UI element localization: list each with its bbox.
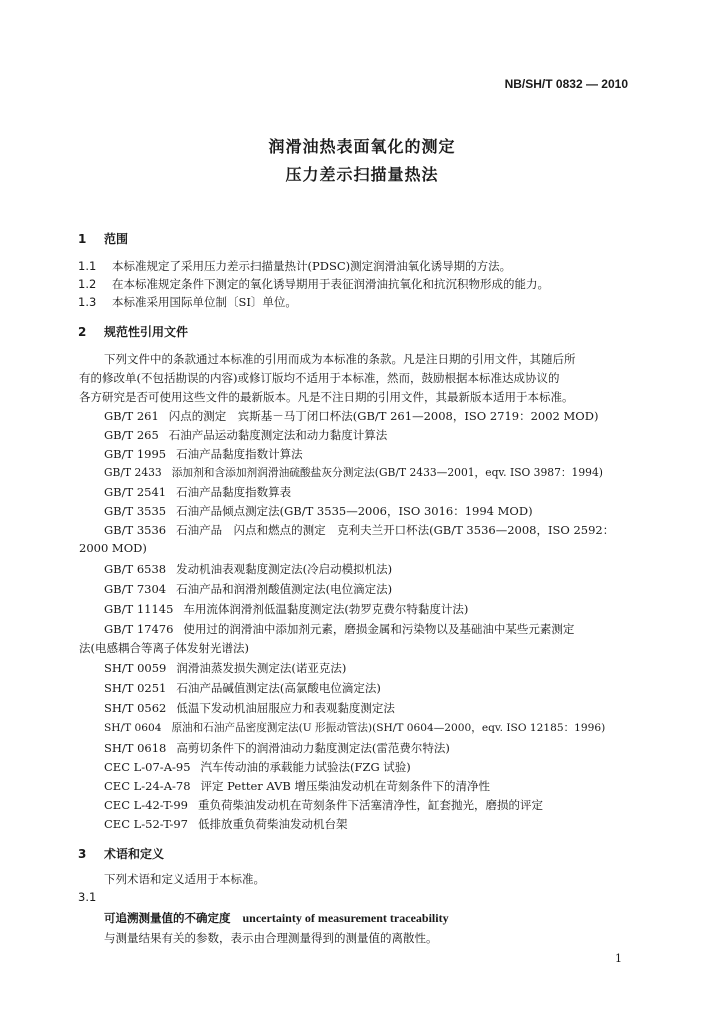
reference-code: CEC L-42-T-99: [104, 798, 188, 812]
reference-code: CEC L-07-A-95: [104, 760, 191, 774]
reference-title: 石油产品 闪点和燃点的测定 克利夫兰开口杯法(GB/T 3536—2008，ISO 2592：: [176, 523, 615, 537]
reference-code: SH/T 0562: [104, 701, 167, 715]
reference-code: CEC L-24-A-78: [104, 779, 191, 793]
reference-title: 车用流体润滑剂低温黏度测定法(勃罗克费尔特黏度计法): [183, 602, 469, 616]
section-3-intro: 下列术语和定义适用于本标准。: [104, 872, 265, 886]
reference-title: 石油产品倾点测定法(GB/T 3535—2006，ISO 3016：1994 MOD): [176, 504, 533, 518]
clause-1-2: [78, 276, 549, 292]
reference-item-continued: [79, 640, 249, 656]
clause-text: 在本标准规定条件下测定的氧化诱导期用于表征润滑油抗氧化和抗沉积物形成的能力。: [112, 277, 549, 291]
reference-code: CEC L-52-T-97: [104, 817, 188, 831]
reference-title: 评定 Petter AVB 增压柴油发动机在苛刻条件下的清净性: [200, 779, 491, 793]
reference-item: [104, 484, 291, 500]
clause-number: 1.1: [78, 259, 97, 273]
reference-title: 使用过的润滑油中添加剂元素，磨损金属和污染物以及基础油中某些元素测定: [183, 622, 575, 636]
reference-title: 原油和石油产品密度测定法(U 形振动管法)(SH/T 0604—2000，eqv. ISO 12185：1996): [171, 722, 606, 734]
reference-title: 闪点的测定 宾斯基－马丁闭口杯法(GB/T 261—2008，ISO 2719：2002 MOD): [168, 409, 599, 423]
clause-1-3: [78, 294, 297, 310]
reference-item: [104, 408, 598, 424]
clause-number: 1.2: [78, 277, 97, 291]
reference-title: 低排放重负荷柴油发动机台架: [198, 817, 348, 831]
reference-item: [104, 581, 392, 597]
section-title: 规范性引用文件: [104, 325, 189, 339]
reference-code: GB/T 1995: [104, 447, 167, 461]
reference-item: [104, 740, 450, 756]
title-line-2: 压力差示扫描量热法: [285, 165, 439, 184]
section-title: 范围: [104, 232, 129, 246]
reference-code: GB/T 11145: [104, 602, 174, 616]
reference-item: [104, 660, 346, 676]
section-number: 2: [78, 325, 87, 339]
reference-item: [104, 601, 468, 617]
standard-number: NB/SH/T 0832 — 2010: [504, 77, 628, 91]
reference-item: [104, 503, 533, 519]
reference-code: SH/T 0618: [104, 741, 167, 755]
term-definition: 与测量结果有关的参数，表示由合理测量得到的测量值的离散性。: [104, 931, 438, 945]
reference-title: 石油产品碱值测定法(高氯酸电位滴定法): [176, 681, 381, 695]
section-2-heading: [78, 323, 188, 340]
reference-title: 重负荷柴油发动机在苛刻条件下活塞清净性，缸套抛光，磨损的评定: [198, 798, 543, 812]
clause-number: 1.3: [78, 295, 97, 309]
intro-line: 有的修改单(不包括勘误的内容)或修订版均不适用于本标准，然而，鼓励根据本标准达成协议的: [79, 371, 560, 385]
reference-title: 添加剂和含添加剂润滑油硫酸盐灰分测定法(GB/T 2433—2001，eqv. ISO 3987：1994): [171, 466, 603, 479]
reference-code: GB/T 3535: [104, 504, 167, 518]
reference-title: 2000 MOD): [79, 541, 147, 555]
reference-title: 石油产品和润滑剂酸值测定法(电位滴定法): [176, 582, 393, 596]
reference-code: GB/T 7304: [104, 582, 167, 596]
reference-title: 发动机油表观黏度测定法(冷启动模拟机法): [176, 562, 393, 576]
reference-item: [104, 446, 303, 462]
clause-3-1-number: [78, 890, 112, 904]
page-number: 1: [615, 952, 622, 965]
term-entry: [104, 910, 449, 926]
reference-item: [104, 797, 543, 813]
reference-item: [104, 700, 395, 716]
reference-code: SH/T 0251: [104, 681, 167, 695]
intro-line: 下列文件中的条款通过本标准的引用而成为本标准的条款。凡是注日期的引用文件，其随后所: [104, 352, 576, 366]
clause-1-1: [78, 258, 511, 274]
reference-title: 汽车传动油的承载能力试验法(FZG 试验): [200, 760, 411, 774]
reference-code: GB/T 2433: [104, 466, 162, 479]
section-number: 1: [78, 232, 87, 246]
term-english: uncertainty of measurement traceability: [242, 911, 449, 925]
reference-title: 润滑油蒸发损失测定法(诺亚克法): [176, 661, 347, 675]
reference-item: [104, 621, 574, 637]
reference-item: [104, 720, 605, 735]
reference-code: GB/T 2541: [104, 485, 167, 499]
reference-item: [104, 465, 603, 480]
reference-item: [104, 561, 392, 577]
section-title: 术语和定义: [104, 847, 165, 861]
reference-title: 低温下发动机油屈服应力和表观黏度测定法: [176, 701, 395, 715]
reference-title: 石油产品黏度指数算表: [176, 485, 292, 499]
reference-code: GB/T 265: [104, 428, 159, 442]
reference-code: GB/T 261: [104, 409, 159, 423]
reference-item: [104, 680, 381, 696]
clause-text: 本标准采用国际单位制〔SI〕单位。: [112, 295, 297, 309]
clause-text: 本标准规定了采用压力差示扫描量热计(PDSC)测定润滑油氧化诱导期的方法。: [112, 259, 512, 273]
reference-item: [104, 759, 411, 775]
intro-line: 各方研究是否可使用这些文件的最新版本。凡是不注日期的引用文件，其最新版本适用于本标准。: [79, 390, 574, 404]
reference-item-continued: [79, 541, 147, 555]
clause-number: 3.1: [78, 890, 97, 904]
reference-title: 石油产品运动黏度测定法和动力黏度计算法: [168, 428, 388, 442]
reference-title: 高剪切条件下的润滑油动力黏度测定法(雷范费尔特法): [176, 741, 450, 755]
reference-code: SH/T 0059: [104, 661, 167, 675]
section-number: 3: [78, 847, 87, 861]
section-3-heading: [78, 845, 164, 862]
reference-item: [104, 778, 490, 794]
reference-title: 石油产品黏度指数计算法: [176, 447, 303, 461]
reference-item: [104, 522, 614, 538]
term-chinese: 可追溯测量值的不确定度: [104, 911, 231, 925]
reference-code: GB/T 17476: [104, 622, 174, 636]
reference-code: GB/T 6538: [104, 562, 167, 576]
section-1-heading: [78, 230, 128, 247]
reference-item: [104, 427, 387, 443]
reference-item: [104, 816, 348, 832]
title-line-1: 润滑油热表面氧化的测定: [268, 137, 456, 156]
reference-code: GB/T 3536: [104, 523, 167, 537]
reference-code: SH/T 0604: [104, 722, 162, 734]
reference-title: 法(电感耦合等离子体发射光谱法): [79, 641, 249, 655]
